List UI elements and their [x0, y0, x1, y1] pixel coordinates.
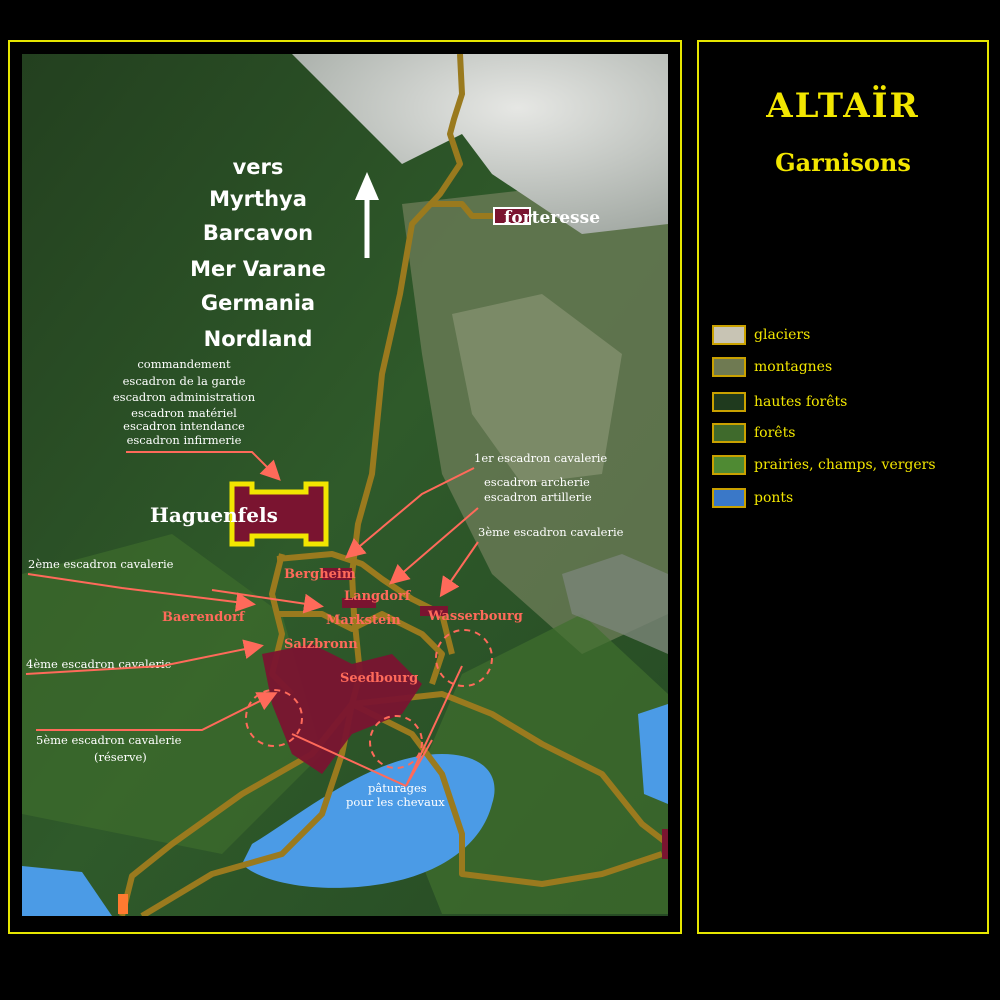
unit-garde: escadron de la garde [122, 374, 246, 388]
map-canvas[interactable] [22, 54, 668, 916]
legend-label: montagnes [754, 359, 833, 375]
legend-item [712, 487, 793, 509]
town-seedbourg[interactable]: Seedbourg [340, 671, 419, 686]
legend-swatch [712, 392, 746, 412]
legend-label: hautes forêts [754, 394, 848, 410]
legend-item [712, 391, 847, 413]
legend-item [712, 422, 795, 444]
directions-header: vers [232, 155, 284, 179]
legend-item [712, 356, 832, 378]
direction-myrthya: Myrthya [209, 187, 307, 211]
unit-administration: escadron administration [112, 390, 256, 404]
label-reserve: (réserve) [94, 750, 147, 764]
unit-materiel: escadron matériel [131, 406, 237, 420]
legend-swatch [712, 423, 746, 443]
label-cav1: 1er escadron cavalerie [474, 451, 608, 465]
label-archery: escadron archerie [484, 475, 590, 489]
capital-name[interactable]: Haguenfels [150, 503, 278, 527]
legend-item [712, 324, 810, 346]
unit-commandement: commandement [137, 357, 231, 371]
legend-label: glaciers [754, 327, 811, 343]
label-cav3: 3ème escadron cavalerie [478, 525, 624, 539]
bridge-markers [118, 894, 128, 914]
legend-item [712, 454, 936, 476]
legend-swatch [712, 455, 746, 475]
page-title: ALTAÏR [766, 86, 920, 126]
fortress-label: forteresse [504, 208, 601, 228]
page-subtitle: Garnisons [775, 148, 911, 177]
town-baerendorf[interactable]: Baerendorf [162, 610, 245, 625]
direction-nordland: Nordland [203, 327, 313, 351]
town-bergheim[interactable]: Bergheim [284, 567, 356, 582]
town-wasserbourg[interactable]: Wasserbourg [428, 609, 523, 624]
label-cav5: 5ème escadron cavalerie [36, 733, 182, 747]
legend-label: ponts [754, 490, 794, 506]
legend-label: prairies, champs, vergers [754, 457, 936, 473]
label-pastures-2: pour les chevaux [346, 795, 445, 809]
label-pastures-1: pâturages [368, 781, 427, 795]
town-markstein[interactable]: Markstein [326, 613, 401, 628]
legend-swatch [712, 357, 746, 377]
label-cav4: 4ème escadron cavalerie [26, 657, 172, 671]
legend-swatch [712, 488, 746, 508]
label-artillery: escadron artillerie [484, 490, 592, 504]
label-cav2: 2ème escadron cavalerie [28, 557, 174, 571]
legend-swatch [712, 325, 746, 345]
legend-label: forêts [754, 425, 796, 441]
unit-infirmerie: escadron infirmerie [126, 433, 242, 447]
unit-intendance: escadron intendance [123, 419, 245, 433]
town-salzbronn[interactable]: Salzbronn [284, 637, 358, 652]
town-langdorf[interactable]: Langdorf [344, 589, 411, 604]
direction-mer-varane: Mer Varane [190, 257, 326, 281]
direction-barcavon: Barcavon [202, 221, 314, 245]
direction-germania: Germania [200, 291, 316, 315]
